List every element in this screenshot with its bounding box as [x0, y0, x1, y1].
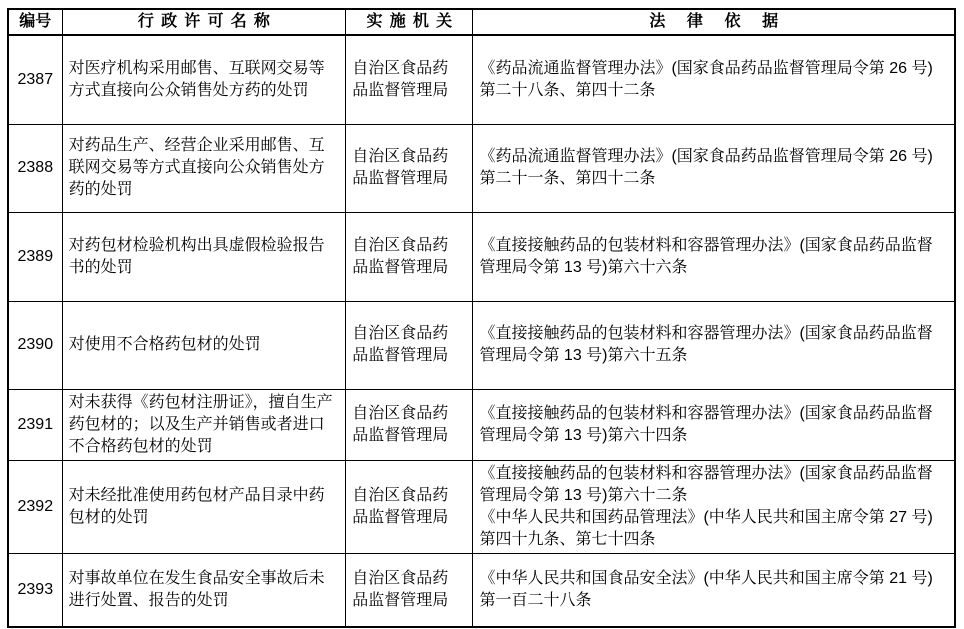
table-row	[8, 124, 955, 212]
legal-paragraph: 《直接接触药品的包装材料和容器管理办法》(国家食品药品监督管理局令第 13 号)第六十六条	[479, 236, 933, 276]
row-id: 2389	[8, 212, 62, 301]
table-row	[8, 553, 955, 627]
legal-paragraph: 《直接接触药品的包装材料和容器管理办法》(国家食品药品监督管理局令第 13 号)第六十四条	[479, 404, 933, 444]
legal-paragraph: 《直接接触药品的包装材料和容器管理办法》(国家食品药品监督管理局令第 13 号)第六十五条	[479, 325, 933, 364]
row-agency: 自治区食品药品监督管理局	[346, 124, 473, 212]
row-legal	[473, 301, 955, 389]
row-name: 对使用不合格药包材的处罚	[62, 301, 346, 389]
row-id: 2390	[8, 301, 62, 389]
legal-paragraph: 《药品流通监督管理办法》(国家食品药品监督管理局令第 26 号)第二十一条、第四十二条	[479, 148, 933, 187]
row-id: 2387	[8, 35, 62, 124]
table-row	[8, 212, 955, 301]
legal-paragraph: 《直接接触药品的包装材料和容器管理办法》(国家食品药品监督管理局令第 13 号)第六十二条	[479, 464, 933, 504]
row-id: 2391	[8, 389, 62, 460]
row-legal	[473, 553, 955, 627]
column-header-legal: 法律依据	[473, 9, 955, 35]
row-agency: 自治区食品药品监督管理局	[346, 35, 473, 124]
row-name: 对未获得《药包材注册证》，擅自生产药包材的；以及生产并销售或者进口不合格药包材的处罚	[62, 389, 346, 460]
row-id: 2388	[8, 124, 62, 212]
row-agency: 自治区食品药品监督管理局	[346, 553, 473, 627]
row-agency: 自治区食品药品监督管理局	[346, 301, 473, 389]
table-row	[8, 35, 955, 124]
table-row	[8, 389, 955, 460]
row-name: 对医疗机构采用邮售、互联网交易等方式直接向公众销售处方药的处罚	[62, 35, 346, 124]
column-header-id: 编号	[8, 9, 62, 35]
row-id: 2393	[8, 553, 62, 627]
table-row	[8, 460, 955, 553]
row-id: 2392	[8, 460, 62, 553]
column-header-name: 行政许可名称	[62, 9, 346, 35]
row-legal	[473, 212, 955, 301]
row-agency: 自治区食品药品监督管理局	[346, 389, 473, 460]
table-row	[8, 301, 955, 389]
row-legal	[473, 35, 955, 124]
row-name: 对未经批准使用药包材产品目录中药包材的处罚	[62, 460, 346, 553]
row-name: 对药品生产、经营企业采用邮售、互联网交易等方式直接向公众销售处方药的处罚	[62, 124, 346, 212]
row-legal	[473, 389, 955, 460]
row-agency: 自治区食品药品监督管理局	[346, 212, 473, 301]
table-header-row	[8, 9, 955, 35]
row-legal	[473, 460, 955, 553]
legal-paragraph: 《中华人民共和国药品管理法》(中华人民共和国主席令第 27 号)第四十九条、第七十四条	[479, 508, 933, 548]
row-name: 对药包材检验机构出具虚假检验报告书的处罚	[62, 212, 346, 301]
row-agency: 自治区食品药品监督管理局	[346, 460, 473, 553]
row-name: 对事故单位在发生食品安全事故后未进行处置、报告的处罚	[62, 553, 346, 627]
legal-paragraph: 《药品流通监督管理办法》(国家食品药品监督管理局令第 26 号)第二十八条、第四十二条	[479, 59, 933, 99]
row-legal	[473, 124, 955, 212]
column-header-agency: 实施机关	[346, 9, 473, 35]
admin-penalty-table	[7, 8, 956, 628]
legal-paragraph: 《中华人民共和国食品安全法》(中华人民共和国主席令第 21 号)第一百二十八条	[479, 569, 933, 609]
